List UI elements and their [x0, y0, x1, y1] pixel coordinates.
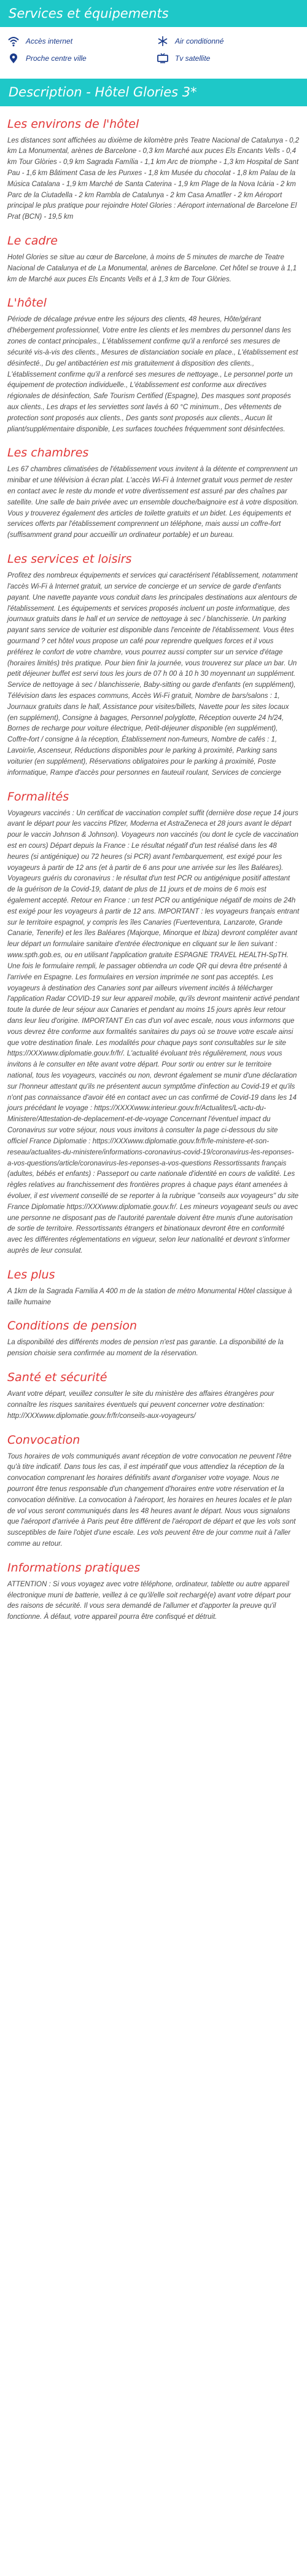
section-title: Les chambres — [7, 446, 89, 460]
section-title: Formalités — [7, 789, 69, 804]
wifi-icon — [7, 36, 20, 47]
description-title: Description - Hôtel Glories 3* — [9, 85, 197, 100]
services-banner — [0, 0, 307, 27]
service-label: Air conditionné — [175, 37, 224, 46]
tv-icon — [157, 53, 169, 64]
section-body: Les 67 chambres climatisées de l'établissement vous invitent à la détente et comprennent un minibar et une télévision à écran plat. L'accès Wi-Fi à Internet gratuit vous permet de rester en contact avec le reste du monde et votre divertissement est assuré par des chaînes par satellite. Une salle de bain privée avec un ensemble douche/baignoire est à votre disposition. Vous y trouverez également des articles de toilette gratuits et un bidet. Les équipements et services offerts par l'établissement comprennent un téléphone, mais aussi un coffre-fort (suffisamment grand pour accueillir un ordinateur portable) et un bureau. — [7, 466, 299, 539]
section-title: Les environs de l'hôtel — [7, 117, 139, 131]
description-banner — [0, 79, 307, 106]
section-title: L'hôtel — [7, 296, 47, 310]
location-pin-icon — [7, 53, 20, 64]
section-hotel — [7, 296, 300, 435]
section-conditions-pension — [7, 1319, 300, 1360]
snowflake-icon — [157, 36, 169, 47]
section-body: La disponibilité des différents modes de pension n'est pas garantie. La disponibilité de la pension choisie sera confirmée au moment de la réservation. — [7, 1339, 284, 1358]
section-title: Convocation — [7, 1433, 80, 1447]
service-tv — [157, 53, 300, 64]
section-sante-securite — [7, 1371, 300, 1422]
section-title: Conditions de pension — [7, 1319, 138, 1333]
service-label: Tv satellite — [175, 54, 211, 63]
service-city-center — [7, 53, 150, 64]
section-title: Les services et loisirs — [7, 552, 132, 566]
service-internet — [7, 36, 150, 47]
section-informations-pratiques — [7, 1561, 300, 1623]
section-body: A 1km de la Sagrada Familia A 400 m de la station de métro Monumental Hôtel classique à taille humaine — [7, 1287, 292, 1306]
section-title: Les plus — [7, 1267, 55, 1282]
section-convocation — [7, 1433, 300, 1550]
section-chambres — [7, 446, 300, 541]
section-title: Le cadre — [7, 234, 58, 248]
service-label: Proche centre ville — [26, 54, 87, 63]
section-body: Profitez des nombreux équipements et services qui caractérisent l'établissement, notamment l'accès Wi-Fi à Internet gratuit, un service de concierge et un service de garde d'enfants payant. Une navette payante vous conduit dans les principales destinations aux alentours de l'établissement. Les équipements et services proposés incluent un poste informatique, des journaux gratuits dans le hall et un service de nettoyage à sec / blanchisserie. Un parking payant sans service de voiturier est disponible dans l'enceinte de l'établissement. Vous êtes gourmand ? cet hôtel vous propose un café pour reprendre quelques forces et il vous préférez le confort de votre chambre, vous pourrez aussi compter sur un service d'étage (horaires limités) très pratique. Pour bien finir la journée, vous trouverez sur place un bar. Un petit déjeuner buffet est servi tous les jours de 07 h 00 à 10 h 30 moyennant un supplément. Service de nettoyage à sec / blanchisserie, Baby-sitting ou garde d'enfants (en supplément), Télévision dans les espaces communs, Accès Wi-Fi gratuit, Nombre de bars/salons : 1, Journaux gratuits dans le hall, Assistance pour visites/billets, Navette pour les sites locaux (en supplément), Consigne à bagages, Personnel polyglotte, Réception ouverte 24 h/24, Bornes de recharge pour voiture électrique, Petit-déjeuner disponible (en supplément), Coffre-fort / consigne à la réception, Établissement non-fumeurs, Nombre de cafés : 1, Lavoir/ie, Ascenseur, Réductions disponibles pour le parking à proximité, Parking sans voiturier (en supplément), Réservations obligatoires pour le parking à proximité, Poste informatique, Rampe d'accès pour personnes en fauteuil roulant, Services de concierge — [7, 572, 298, 777]
section-services-loisirs — [7, 552, 300, 778]
section-body: Les distances sont affichées au dixième de kilomètre près Teatre Nacional de Catalunya - 0,2 km La Monumental, arènes de Barcelone - 0,3 km Marché aux puces Els Encants Vells - 0,4 km Tour Glòries - 0,9 km Sagrada Família - 1,1 km Arc de triomphe - 1,3 km Hospital de Sant Pau - 1,6 km Bâtiment Casa de les Punxes - 1,8 km Musée du chocolat - 1,8 km Palau de la Música Catalana - 1,9 km Marché de Santa Caterina - 1,9 km Plage de la Nova Icària - 2 km Parc de la Ciutadella - 2 km Rambla de Catalunya - 2 km Casa Amatller - 2 km Aéroport principal le plus pratique pour rejoindre Hotel Glories : Aéroport international de Barcelone El Prat (BCN) - 19,5 km — [7, 136, 300, 221]
section-formalites — [7, 790, 300, 1257]
section-body: Voyageurs vaccinés : Un certificat de vaccination complet suffit (dernière dose reçue 14 jours avant le départ pour les vaccins Pfizer, Moderna et AstraZeneca et 28 jours avant le départ pour le vaccin Johnson & Johnson). Voyageurs non vaccinés (ou dont le cycle de vaccination est en cours) Départ depuis la France : Le résultat négatif d'un test réalisé dans les 48 heures (si antigénique) ou 72 heures (si PCR) avant l'embarquement, est exigé pour les voyageurs à partir de 12 ans (et à partir de 6 ans pour une arrivée sur les îles Baléares). Voyageurs guéris du coronavirus : le résultat d'un test PCR ou antigénique positif attestant de la guérison de la Covid-19, datant de plus de 11 jours et de moins de 6 mois est également accepté. Retour en France : un test PCR ou antigénique négatif de moins de 24h est exigé pour les voyageurs à partir de 12 ans. IMPORTANT : les voyageurs français entrant sur le territoire espagnol, y compris les îles Canaries (Fuerteventura, Lanzarote, Grande Canarie, Tenerife) et les îles Baléares (Majorque, Minorque et Ibiza) devront compléter avant leur départ un formulaire sanitaire d'entrée électronique en cliquant sur le lien suivant : www.spth.gob.es, ou en utilisant l'application gratuite ESPAGNE TRAVEL HEALTH-SpTH. Une fois le formulaire rempli, le passager obtiendra un code QR qui devra être présenté à l'arrivée en Espagne. Les formulaires en version imprimée ne sont pas acceptés. Les voyageurs à destination des Canaries sont par ailleurs vivement incités à télécharger l'application Radar COVID-19 sur leur appareil mobile, qu'ils devront maintenir activé pendant toute la durée de leur séjour aux Canaries et pendant au moins 15 jours après leur retour dans leur lieu d'origine. IMPORTANT En cas d'un vol avec escale, nous vous informons que vous devrez être conforme aux formalités sanitaires du pays où se trouve votre escale ainsi que votre destination finale. Les modalités pour chaque pays sont consultables sur le site https://XXXwww.diplomatie.gouv.fr/fr/. L'actualité évoluant très régulièrement, nous vous invitons à le consulter en tête avant votre départ. Pour sortir ou entrer sur le territoire national, tous les voyageurs, vaccinés ou non, devront également se munir d'une déclaration sur l'honneur attestant qu'ils ne présentent aucun symptôme d'infection au Covid-19 et qu'ils n'ont pas connaissance d'avoir été en contact avec un cas confirmé de Covid-19 dans les 14 jours précédant le voyage : https://XXXXwww.interieur.gouv.fr/Actualites/L-actu-du-Ministere/Attestation-de-deplacement-et-de-voyage Concernant l'éventuel impact du Coronavirus sur votre séjour, nous vous invitons à consulter la page ci-dessous du site officiel France Diplomatie : https://XXXwww.diplomatie.gouv.fr/fr/le-ministere-et-son-reseau/actualites-du-ministere/informations-coronavirus-covid-19/coronavirus-les-reponses-a-vos-questions/article/coronavirus-les-reponses-a-vos-questions Ressortissants français (adultes, bébés et enfants) : Passeport ou carte nationale d'identité en cours de validité. Les règles relatives au franchissement des frontières propres à chaque pays étant amenées à évoluer, il est vivement conseillé de se reporter à la rubrique "conseils aux voyageurs" du site France Diplomatie https://XXXwww.diplomatie.gouv.fr/. Les mineurs voyageant seuls ou avec une personne ne disposant pas de l'autorité parentale doivent être munis d'une autorisation de sortie de territoire. Ressortissants étrangers et binationaux devront être en conformité avec les différentes réglementations en vigueur, selon leur nationalité et devront s'informer auprès de leur consulat. — [7, 809, 300, 1255]
section-body: Hotel Glories se situe au cœur de Barcelone, à moins de 5 minutes de marche de Teatre Nacional de Catalunya et de La Monumental, arènes de Barcelone. Cet hôtel se trouve à 1,1 km de Marché aux puces Els Encants Vells et à 1,3 km de Tour Glòries. — [7, 254, 297, 283]
description-content — [0, 117, 307, 1636]
section-environs — [7, 117, 300, 224]
section-cadre — [7, 234, 300, 285]
service-label: Accès internet — [26, 37, 73, 46]
section-les-plus — [7, 1268, 300, 1309]
services-title: Services et équipements — [9, 6, 169, 21]
section-body: ATTENTION : Si vous voyagez avec votre téléphone, ordinateur, tablette ou autre appareil électronique muni de batterie, veillez à ce qu'il/elle soit rechargé(e) avant votre départ pour des raisons de sécurité. Il vous sera demandé de l'allumer et d'apporter la preuve qu'il fonctionne. À défaut, votre appareil pourra être confisqué et détruit. — [7, 1580, 291, 1621]
section-title: Informations pratiques — [7, 1560, 141, 1575]
section-title: Santé et sécurité — [7, 1371, 107, 1385]
section-body: Tous horaires de vols communiqués avant réception de votre convocation ne peuvent l'être qu'à titre indicatif. Dans tous les cas, il est impératif que vous attendiez la réception de la convocation comprenant les horaires définitifs avant d'organiser votre voyage. Nous ne pourront être tenus responsable d'un changement d'horaires entre votre réservation et la convocation définitive. La convocation à l'aéroport, les horaires en heures locales et le plan de vol vous seront communiqués dans les 48 heures avant le départ. Nous vous signalons que l'aéroport d'arrivée à Paris peut être différent de l'aéroport de départ et que les vols sont susceptibles de faire l'objet d'une escale. Les vols peuvent être de jour comme nuit à l'aller comme au retour. — [7, 1452, 296, 1548]
service-aircon — [157, 36, 300, 47]
section-body: Avant votre départ, veuillez consulter le site du ministère des affaires étrangères pour connaître les risques sanitaires éventuels qui peuvent concerner votre destination: http://XXXwww.diplomatie.gouv.fr/fr/conseils-aux-voyageurs/ — [7, 1390, 274, 1420]
section-body: Période de décalage prévue entre les séjours des clients, 48 heures, Hôte/gérant d'hébergement professionnel, Votre entre les clients et les membres du personnel dans les zones de contact principales., L'établissement confirme qu'il a renforcé ses mesures de sécurité vis-à-vis des clients., Mesures de distanciation sociale en place., L'établissement est désinfecté., Du gel antibactérien est mis gratuitement à disposition des clients., L'établissement confirme qu'il a renforcé ses mesures de nettoyage., Le personnel porte un équipement de protection individuelle., L'établissement est conforme aux directives régionales de désinfection, Safe Tourism Certified (Espagne), Des masques sont proposés aux clients., Les draps et les serviettes sont lavés à 60 °C minimum., Des vêtements de protection sont proposés aux clients., Des gants sont proposés aux clients., Aucun lit pliant/supplémentaire disponible, Les surfaces touchées fréquemment sont désinfectées. — [7, 316, 298, 433]
services-grid — [0, 27, 307, 76]
